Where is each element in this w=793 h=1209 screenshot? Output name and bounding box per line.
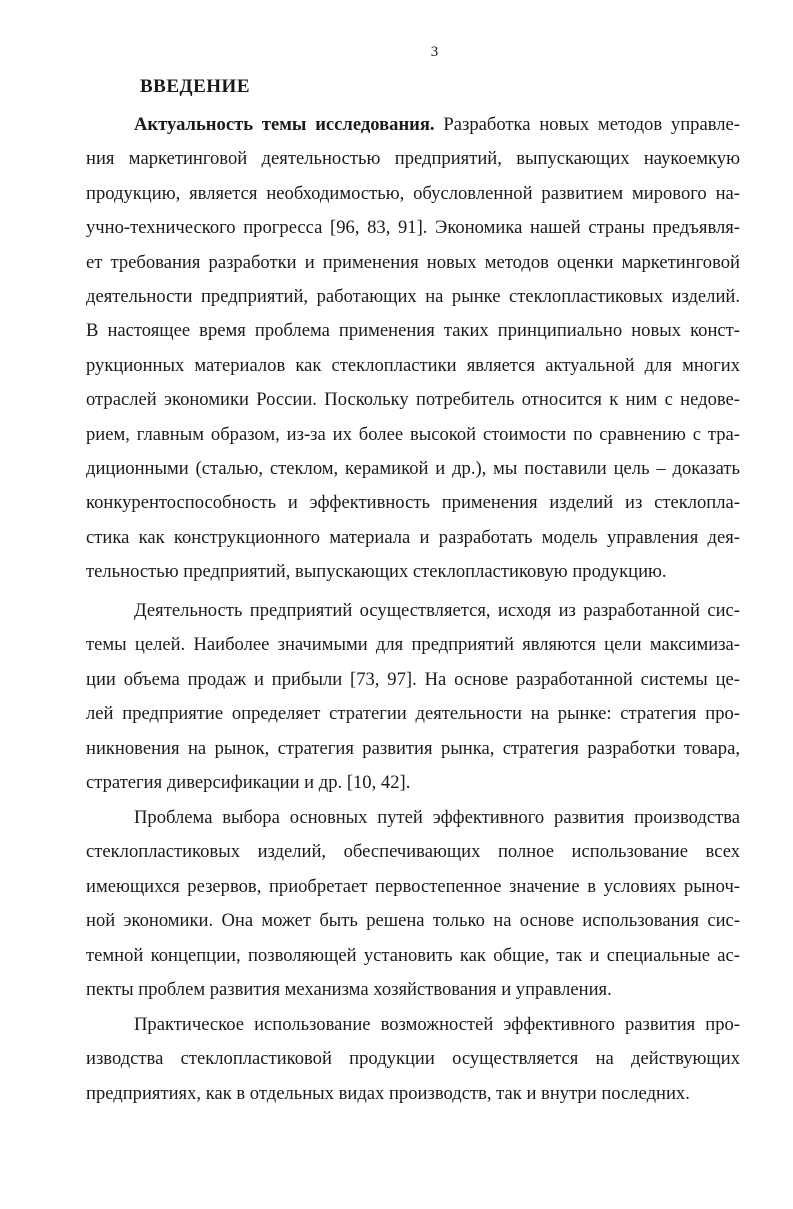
paragraph-line: стеклопластиковых изделий, обеспечивающих полное использование всех: [86, 841, 740, 863]
paragraph-line: Практическое использование возможностей эффективного развития про-: [134, 1014, 740, 1035]
paragraph-line: стика как конструкционного материала и разработать модель управления дея-: [86, 526, 740, 548]
paragraph-line: изводства стеклопластиковой продукции осуществляется на действующих: [86, 1048, 740, 1070]
paragraph-line: рием, главным образом, из-за их более высокой стоимости по сравнению с тра-: [86, 423, 740, 445]
paragraph-line: отраслей экономики России. Поскольку потребитель относится к ним с недове-: [86, 389, 740, 411]
paragraph-line: диционными (сталью, стеклом, керамикой и др.), мы поставили цель – доказать: [86, 458, 740, 480]
paragraph-line: рукционных материалов как стеклопластики является актуальной для многих: [86, 354, 740, 376]
paragraph-line: пекты проблем развития механизма хозяйствования и управления.: [86, 979, 612, 1001]
paragraph-line: конкурентоспособность и эффективность применения изделий из стеклопла-: [86, 492, 740, 514]
paragraph-line: тельностью предприятий, выпускающих стеклопластиковую продукцию.: [86, 561, 667, 583]
relevance-lead: Актуальность темы исследования.: [134, 114, 435, 135]
paragraph-line: продукцию, является необходимостью, обусловленной развитием мирового на-: [86, 182, 740, 204]
paragraph-problem: [86, 801, 740, 1007]
paragraph-practice: [86, 1008, 740, 1111]
paragraph-relevance: [86, 108, 740, 590]
paragraph-line: учно-технического прогресса [96, 83, 91]. Экономика нашей страны предъявля-: [86, 217, 740, 239]
paragraph-line: лей предприятие определяет стратегии деятельности на рынке: стратегия про-: [86, 703, 740, 725]
paragraph-line: ния маркетинговой деятельностью предприятий, выпускающих наукоемкую: [86, 148, 740, 170]
page-number: 3: [430, 44, 439, 60]
paragraph-line: темы целей. Наиболее значимыми для предприятий являются цели максимиза-: [86, 634, 740, 656]
paragraph-goals: [86, 594, 740, 800]
paragraph-line: ет требования разработки и применения новых методов оценки маркетинговой: [86, 251, 740, 273]
section-heading: ВВЕДЕНИЕ: [140, 76, 250, 97]
paragraph-line: деятельности предприятий, работающих на рынке стеклопластиковых изделий.: [86, 286, 740, 308]
paragraph-line: Деятельность предприятий осуществляется, исходя из разработанной сис-: [134, 600, 740, 621]
paragraph-line: никновения на рынок, стратегия развития рынка, стратегия разработки товара,: [86, 737, 740, 759]
paragraph-line: имеющихся резервов, приобретает первостепенное значение в условиях рыноч-: [86, 875, 740, 897]
paragraph-line: ции объема продаж и прибыли [73, 97]. На основе разработанной системы це-: [86, 668, 740, 690]
paragraph-line: предприятиях, как в отдельных видах производств, так и внутри последних.: [86, 1082, 690, 1104]
paragraph-line: [86, 108, 740, 142]
paragraph-line: ной экономики. Она может быть решена только на основе использования сис-: [86, 910, 740, 932]
paragraph-line: темной концепции, позволяющей установить как общие, так и специальные ас-: [86, 944, 740, 966]
paragraph-line: стратегия диверсификации и др. [10, 42].: [86, 772, 411, 794]
paragraph-line: В настоящее время проблема применения таких принципиально новых конст-: [86, 320, 740, 342]
paragraph-line-text: Разработка новых методов управле-: [434, 114, 740, 135]
paragraph-line: Проблема выбора основных путей эффективного развития производства: [134, 807, 740, 828]
